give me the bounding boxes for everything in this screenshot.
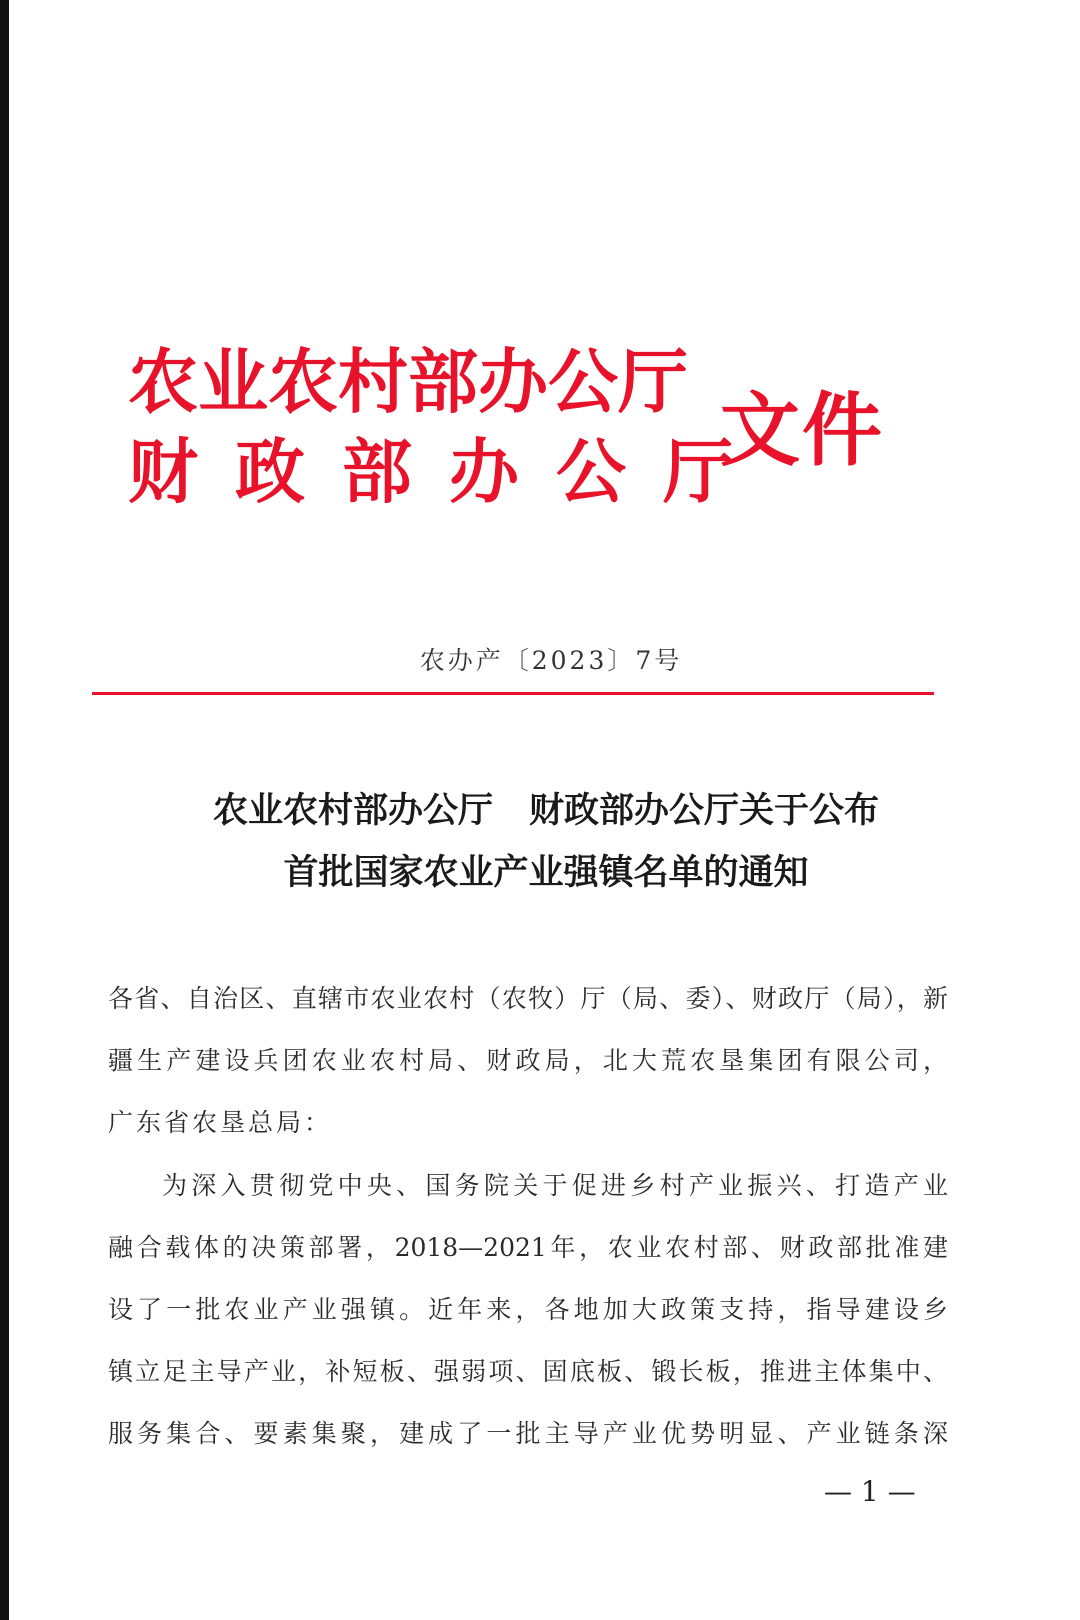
addressee-block [108,968,948,1154]
paragraph-line: 融合载体的决策部署，2018—2021年，农业农村部、财政部批准建 [108,1233,948,1262]
paragraph-line: 设了一批农业产业强镇。近年来，各地加大政策支持，指导建设乡 [108,1295,948,1324]
addressee-line: 广东省农垦总局： [108,1108,333,1137]
title-issuer-2: 财政部办公厅关于公布 [529,790,880,831]
red-separator-rule [92,692,934,695]
body-paragraph [108,1155,948,1465]
issuer-line-1: 农业农村部办公厅 [128,340,688,423]
addressee-line: 疆生产建设兵团农业农村局、财政局，北大荒农垦集团有限公司， [108,1046,948,1075]
red-header [128,340,928,520]
paragraph-line: 镇立足主导产业，补短板、强弱项、固底板、锻长板，推进主体集中、 [108,1357,948,1386]
title-line-1 [0,786,1080,836]
document-number: 农办产〔2023〕7号 [419,646,683,675]
issuer-line-2: 财政部办公厅 [128,430,770,513]
title-issuer-1: 农业农村部办公厅 [212,790,493,831]
addressee-line: 各省、自治区、直辖市农业农村（农牧）厅（局、委）、财政厅（局），新 [108,984,948,1013]
page-number: — 1 — [824,1475,916,1508]
title-line-2: 首批国家农业产业强镇名单的通知 [283,852,809,893]
document-type-label: 文件 [720,383,884,477]
paragraph-line: 为深入贯彻党中央、国务院关于促进乡村产业振兴、打造产业 [162,1171,948,1200]
paragraph-line: 服务集合、要素集聚，建成了一批主导产业优势明显、产业链条深 [108,1419,948,1448]
